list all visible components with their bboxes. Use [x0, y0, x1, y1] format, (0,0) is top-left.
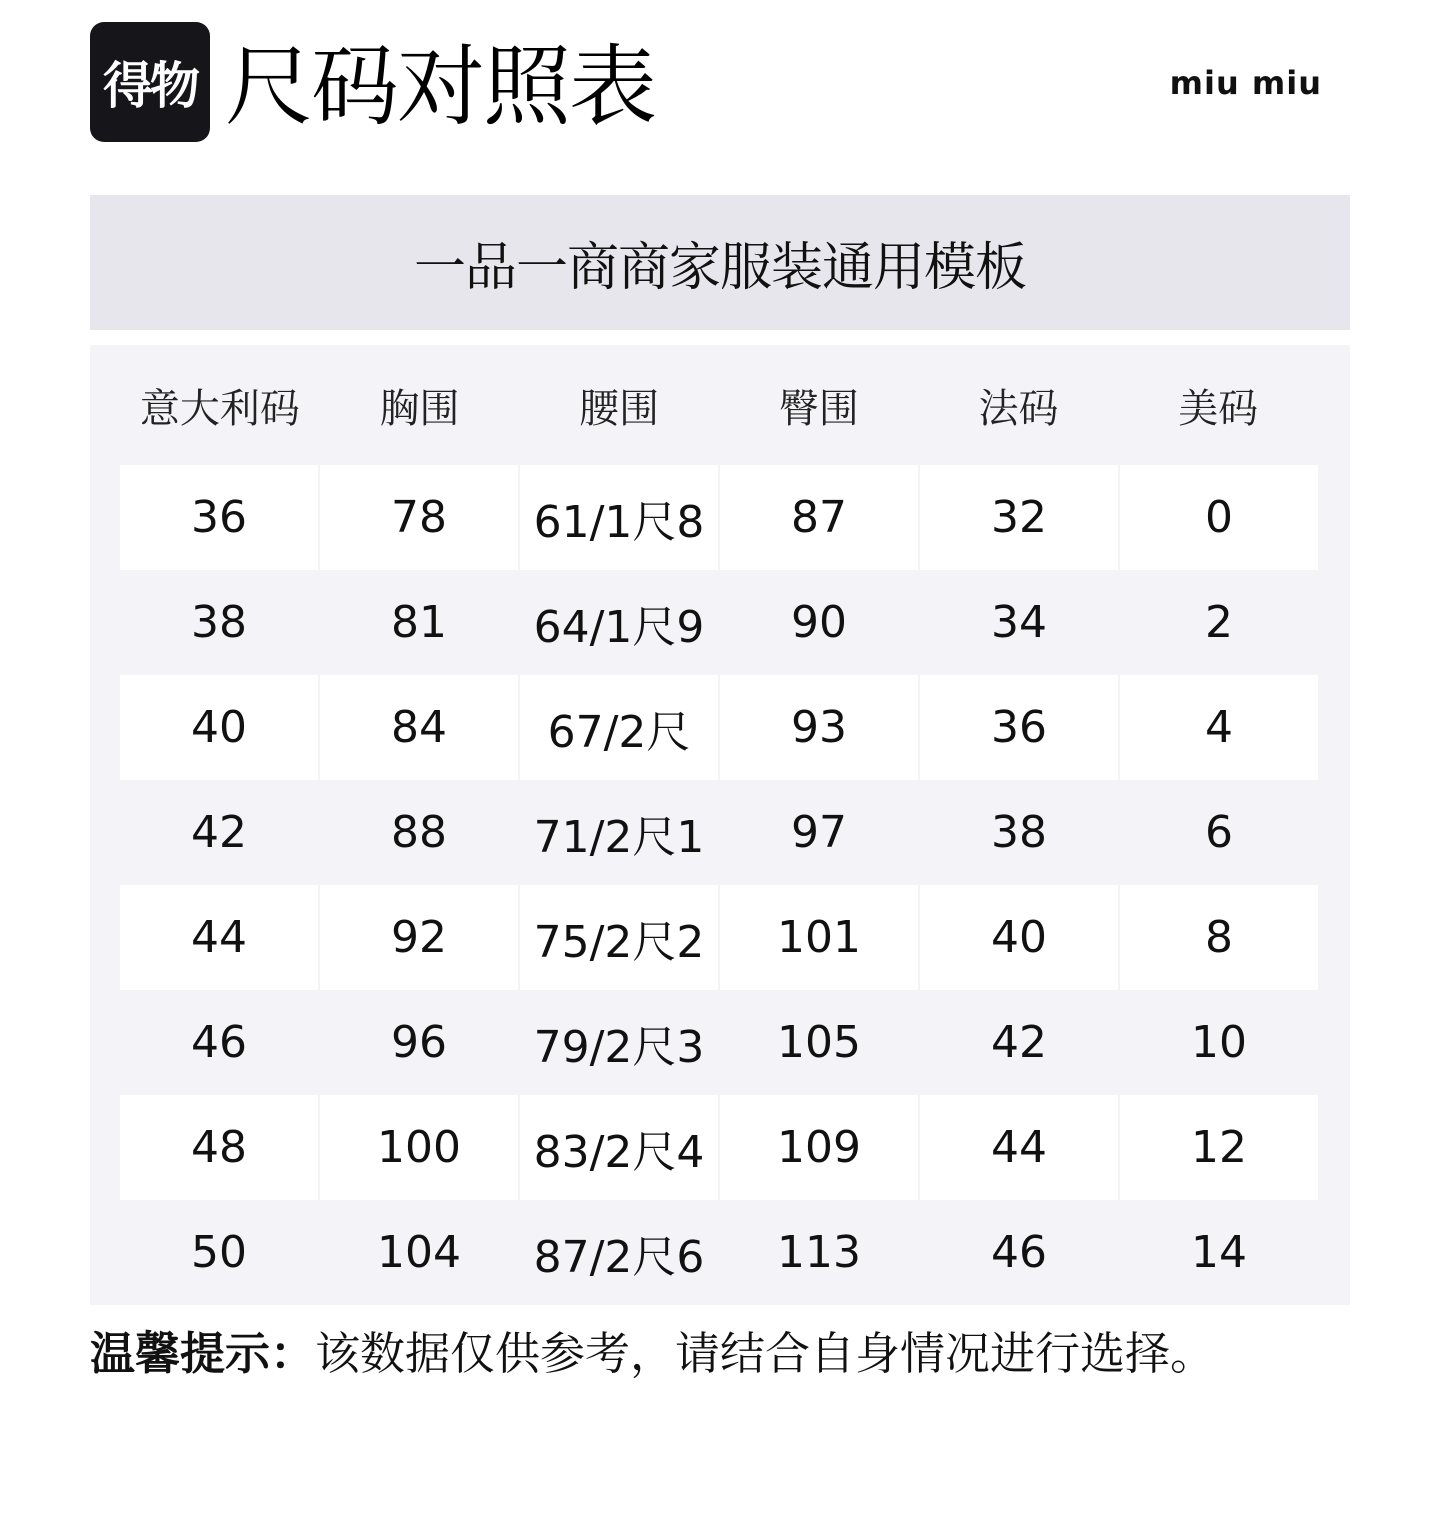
table-row [120, 780, 1318, 885]
table-cell: 109 [720, 1095, 918, 1200]
table-cell: 34 [991, 597, 1047, 648]
table-cell: 0 [1120, 465, 1318, 570]
page-title: 尺码对照表 [225, 35, 656, 138]
table-body [120, 465, 1318, 1305]
table-cell: 96 [391, 1017, 447, 1068]
table-row [120, 990, 1318, 1095]
table-cell: 46 [991, 1227, 1047, 1278]
table-cell: 40 [120, 675, 318, 780]
subtitle: 一品一商商家服装通用模板 [413, 238, 1026, 298]
size-table [90, 345, 1350, 1305]
table-row [120, 1095, 1318, 1200]
table-cell: 113 [777, 1227, 861, 1278]
column-header: 意大利码 [139, 385, 300, 432]
column-header: 腰围 [579, 385, 660, 432]
table-cell: 36 [120, 465, 318, 570]
table-cell: 79/2尺3 [533, 1021, 705, 1073]
table-cell: 71/2尺1 [533, 811, 705, 863]
table-cell: 32 [920, 465, 1118, 570]
table-cell: 38 [191, 597, 247, 648]
table-cell: 90 [791, 597, 847, 648]
table-cell: 36 [920, 675, 1118, 780]
table-cell: 61/1尺8 [520, 465, 718, 570]
table-cell: 92 [320, 885, 518, 990]
table-cell: 14 [1191, 1227, 1247, 1278]
column-header: 美码 [1178, 385, 1259, 432]
table-cell: 100 [320, 1095, 518, 1200]
column-header: 臀围 [778, 385, 859, 432]
table-cell: 87 [720, 465, 918, 570]
table-cell: 10 [1191, 1017, 1247, 1068]
table-cell: 93 [720, 675, 918, 780]
tip-note [90, 1322, 1215, 1386]
column-header: 胸围 [379, 385, 460, 432]
app-logo-text: 得物 [103, 57, 197, 115]
table-cell: 101 [720, 885, 918, 990]
table-cell: 48 [120, 1095, 318, 1200]
table-cell: 42 [191, 807, 247, 858]
table-cell: 97 [791, 807, 847, 858]
table-cell: 46 [191, 1017, 247, 1068]
app-logo [90, 22, 210, 142]
table-cell: 42 [991, 1017, 1047, 1068]
table-cell: 88 [391, 807, 447, 858]
table-cell: 105 [777, 1017, 861, 1068]
tip-text: 该数据仅供参考，请结合自身情况进行选择。 [315, 1327, 1216, 1380]
column-header: 法码 [978, 385, 1059, 432]
table-row [120, 465, 1318, 570]
table-cell: 44 [120, 885, 318, 990]
table-cell: 104 [377, 1227, 461, 1278]
table-cell: 4 [1120, 675, 1318, 780]
table-row [120, 885, 1318, 990]
table-cell: 44 [920, 1095, 1118, 1200]
table-cell: 8 [1120, 885, 1318, 990]
table-cell: 87/2尺6 [533, 1231, 705, 1283]
table-cell: 38 [991, 807, 1047, 858]
table-cell: 12 [1120, 1095, 1318, 1200]
table-cell: 2 [1205, 597, 1233, 648]
header [90, 22, 1350, 147]
table-cell: 83/2尺4 [520, 1095, 718, 1200]
table-cell: 78 [320, 465, 518, 570]
table-cell: 67/2尺 [520, 675, 718, 780]
tip-label: 温馨提示： [90, 1327, 316, 1380]
table-cell: 81 [391, 597, 447, 648]
table-cell: 50 [191, 1227, 247, 1278]
table-cell: 75/2尺2 [520, 885, 718, 990]
table-cell: 84 [320, 675, 518, 780]
table-cell: 40 [920, 885, 1118, 990]
brand-logo: miu miu [1169, 64, 1322, 102]
table-row [120, 570, 1318, 675]
table-row [120, 675, 1318, 780]
subtitle-bar [90, 195, 1350, 330]
table-header-row [120, 345, 1318, 465]
table-row [120, 1200, 1318, 1305]
table-cell: 6 [1205, 807, 1233, 858]
table-cell: 64/1尺9 [533, 601, 705, 653]
